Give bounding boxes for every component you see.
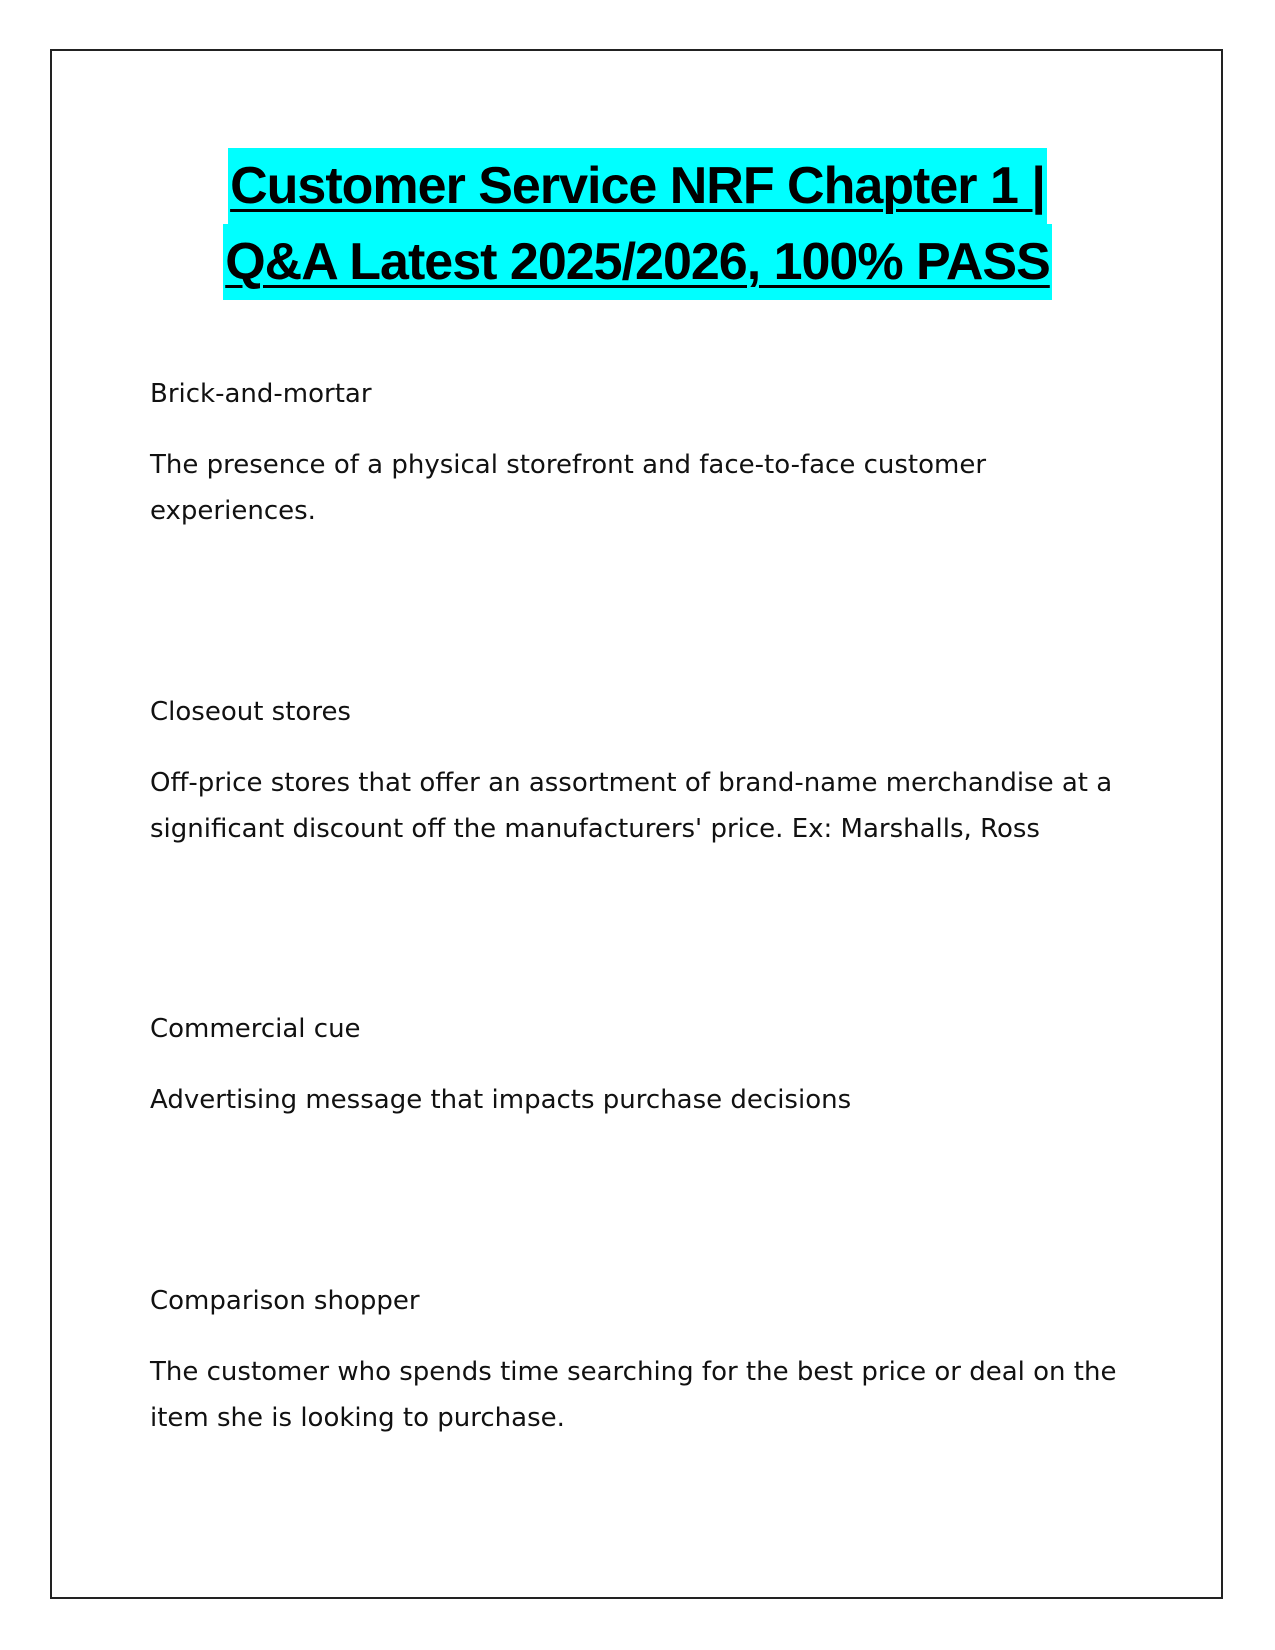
definition: Off-price stores that offer an assortment of brand-name merchandise at a significant discount off the manufacturers' price. Ex: Marshalls, Ross [150,768,1113,844]
definition: The presence of a physical storefront and face-to-face customer experiences. [150,450,987,526]
term: Comparison shopper [150,1286,420,1316]
term: Brick-and-mortar [150,379,372,409]
term: Closeout stores [150,697,351,727]
definition: Advertising message that impacts purchase decisions [150,1085,852,1115]
title-line-1: Customer Service NRF Chapter 1 | [228,148,1047,224]
title-line-2: Q&A Latest 2025/2026, 100% PASS [223,224,1052,300]
definition: The customer who spends time searching for the best price or deal on the item she is looking to purchase. [150,1357,1117,1433]
term: Commercial cue [150,1014,361,1044]
qa-entry-brick-and-mortar [150,376,1140,534]
qa-entry-comparison-shopper [150,1283,1140,1441]
document-title [0,148,1275,300]
qa-entry-commercial-cue [150,1011,1140,1123]
qa-entry-closeout-stores [150,694,1140,852]
